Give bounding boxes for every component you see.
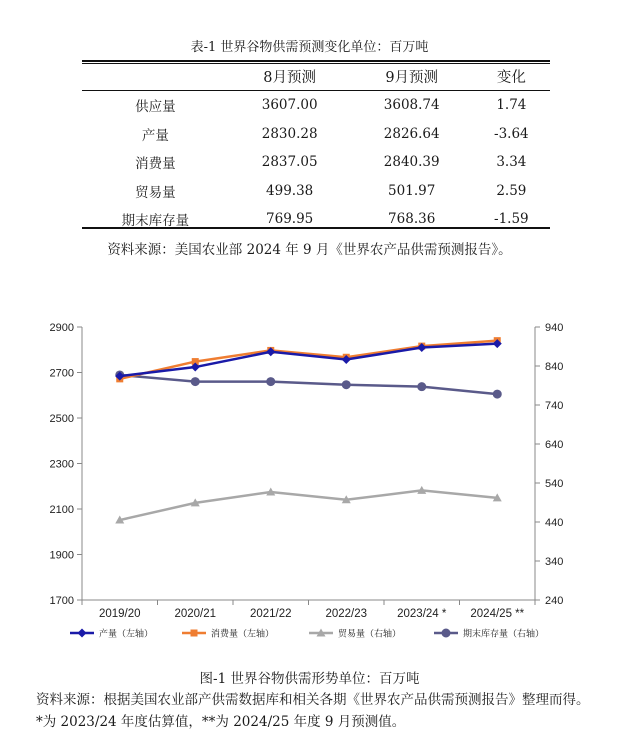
series-line <box>120 490 498 520</box>
cell-change: -3.64 <box>494 125 529 142</box>
left-tick-label: 2300 <box>49 458 74 471</box>
left-tick-label: 2100 <box>49 504 74 516</box>
data-point <box>493 390 502 399</box>
cell-aug: 3607.00 <box>261 97 318 114</box>
figure-caption: 图-1 世界谷物供需形势单位：百万吨 <box>199 671 420 687</box>
series-line <box>120 375 498 394</box>
right-tick-label: 540 <box>545 478 564 490</box>
row-label: 供应量 <box>135 99 176 116</box>
left-tick-label: 2900 <box>49 322 74 334</box>
cell-sep: 3608.74 <box>383 97 440 114</box>
legend-entry: 产量（左轴） <box>99 629 154 640</box>
cell-sep: 2840.39 <box>383 154 440 171</box>
data-point <box>342 380 351 389</box>
table-row <box>82 148 550 177</box>
table-row <box>82 120 550 149</box>
header-sep: 9月预测 <box>385 69 439 86</box>
legend-swatch-marker <box>442 629 451 638</box>
cell-aug: 2837.05 <box>261 154 318 171</box>
cell-aug: 499.38 <box>266 182 314 199</box>
table-bottom-rule <box>82 227 550 229</box>
grain-trend-chart <box>30 310 604 648</box>
cell-aug: 769.95 <box>266 211 314 228</box>
x-tick-label: 2023/24 * <box>397 608 447 620</box>
legend-entry: 消费量（左轴） <box>211 629 275 640</box>
header-aug: 8月预测 <box>263 69 317 86</box>
right-tick-label: 940 <box>545 322 564 334</box>
table-header-row <box>82 61 550 91</box>
x-tick-label: 2020/21 <box>174 608 217 620</box>
row-label: 期末库存量 <box>121 213 190 230</box>
chart-svg <box>30 310 604 648</box>
data-point <box>266 377 275 386</box>
cell-sep: 2826.64 <box>383 125 440 142</box>
cell-change: 3.34 <box>496 154 527 171</box>
x-tick-label: 2019/20 <box>98 608 141 620</box>
grain-forecast-table <box>82 61 550 234</box>
row-label: 贸易量 <box>135 184 176 201</box>
cell-change: 2.59 <box>496 182 527 199</box>
legend-entry: 贸易量（右轴） <box>338 629 402 640</box>
left-tick-label: 1700 <box>49 595 74 607</box>
right-tick-label: 840 <box>545 361 564 373</box>
data-point <box>417 382 426 391</box>
row-label: 消费量 <box>135 156 176 173</box>
series-line <box>120 344 498 377</box>
legend-swatch-marker <box>191 630 198 637</box>
x-tick-label: 2021/22 <box>249 608 292 620</box>
right-tick-label: 340 <box>545 556 564 568</box>
left-tick-label: 1900 <box>49 549 74 562</box>
right-tick-label: 440 <box>545 517 564 529</box>
figure-source-note: 资料来源：根据美国农业部产供需数据库和相关各期《世界农产品供需预测报告》整理而得。*为 2023/24 年度估算值，**为 2024/25 年度 9 月预测值。 <box>36 692 590 730</box>
cell-change: -1.59 <box>494 211 529 228</box>
right-tick-label: 240 <box>545 595 564 607</box>
table-source-note: 资料来源：美国农业部 2024 年 9 月《世界农产品供需预测报告》。 <box>107 242 512 258</box>
table-caption: 表-1 世界谷物供需预测变化单位：百万吨 <box>190 40 429 55</box>
table-row <box>82 205 550 234</box>
cell-sep: 768.36 <box>388 211 436 228</box>
left-tick-label: 2700 <box>49 367 74 380</box>
right-tick-label: 640 <box>545 439 564 451</box>
legend-swatch-marker <box>78 629 87 638</box>
legend-entry: 期末库存量（右轴） <box>463 629 545 640</box>
left-tick-label: 2500 <box>49 413 74 425</box>
cell-aug: 2830.28 <box>261 125 318 142</box>
header-blank <box>82 61 229 91</box>
table-row <box>82 91 550 120</box>
cell-change: 1.74 <box>496 97 527 114</box>
cell-sep: 501.97 <box>388 182 436 199</box>
table-row <box>82 177 550 206</box>
x-tick-label: 2022/23 <box>325 608 368 620</box>
header-change: 变化 <box>496 69 526 86</box>
right-tick-label: 740 <box>545 400 564 412</box>
x-tick-label: 2024/25 ** <box>470 608 525 620</box>
data-point <box>191 377 200 386</box>
row-label: 产量 <box>141 127 169 144</box>
